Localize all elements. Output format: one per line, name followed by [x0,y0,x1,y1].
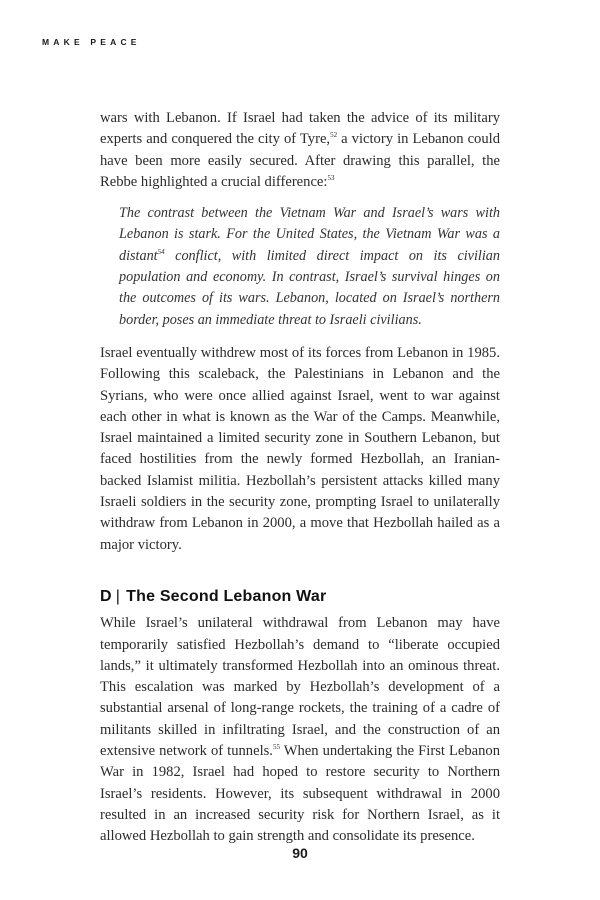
text-span: While Israel’s unilateral withdrawal from Lebanon may have temporarily satisfied Hezbollah’s demand to “liberate occupied lands,” it ultimately transformed Hezbollah into an ominous threat. This escalation was marked by Hezbollah’s development of a substantial arsenal of long-range rockets, the training of a cadre of militants skilled in infiltrating Israel, and the construction of an extensive network of tunnels. [100,615,500,760]
footnote-ref-54[interactable]: 54 [157,247,165,256]
page-body [100,108,500,848]
quote-text: The contrast between the Vietnam War and Israel’s wars with Lebanon is stark. For the United States, the Vietnam War was a distant [119,205,500,264]
paragraph-withdrawal: Israel eventually withdrew most of its forces from Lebanon in 1985. Following this scaleback, the Palestinians in Lebanon and the Syrians, who were once allied against Israel, went to war against each other in what is known as the War of the Camps. Meanwhile, Israel maintained a limited security zone in Southern Lebanon, but faced hostilities from the newly formed Hezbollah, an Iranian-backed Islamist militia. Hezbollah’s persistent attacks killed many Israeli soldiers in the security zone, prompting Israel to unilaterally withdraw from Lebanon in 2000, a move that Hezbollah hailed as a major victory. [100,344,500,553]
footnote-ref-52[interactable]: 52 [330,131,338,140]
block-quote [119,203,500,331]
page-number: 90 [292,845,308,861]
paragraph-second-war [100,613,500,847]
quote-text: conflict, with limited direct impact on its civilian population and economy. In contrast, Israel’s survival hinges on the outcomes of its wars. Lebanon, located on Israel’s northern border, poses an immediate threat to Israeli civilians. [119,247,500,328]
text-span: wars with Lebanon. If Israel had taken the advice of its military experts and conquered the city of Tyre, [100,110,500,148]
text-span: a victory in Lebanon could have been more easily secured. After drawing this parallel, the Rebbe highlighted a crucial difference: [100,131,500,190]
section-title: The Second Lebanon War [126,587,327,605]
section-separator: | [115,587,121,605]
section-heading [100,586,500,607]
text-span: When undertaking the First Lebanon War in 1982, Israel had hoped to restore security to Northern Israel’s residents. However, its subsequent withdrawal in 2000 resulted in an increased security risk for Northern Israel, as it allowed Hezbollah to gain strength and consolidate its presence. [100,743,501,845]
footnote-ref-55[interactable]: 55 [272,743,280,752]
running-head: MAKE PEACE [42,37,141,47]
paragraph-intro [100,108,500,193]
section-letter: D [100,587,112,605]
footnote-ref-53[interactable]: 53 [327,173,335,182]
